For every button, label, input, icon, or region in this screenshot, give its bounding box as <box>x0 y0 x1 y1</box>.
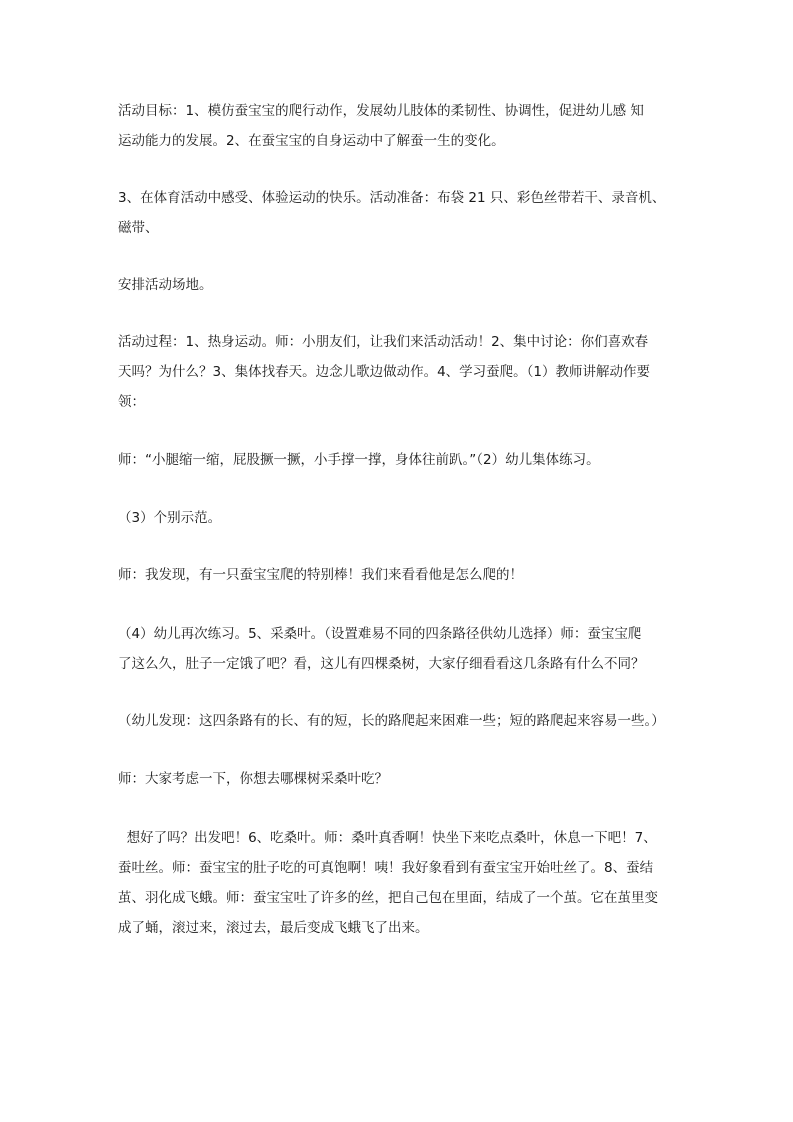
text-line: 了这么久，肚子一定饿了吧？看，这儿有四棵桑树，大家仔细看看这几条路有什么不同？ <box>118 656 645 672</box>
text-line: 想好了吗？出发吧！6、吃桑叶。师：桑叶真香啊！快坐下来吃点桑叶，休息一下吧！7、 <box>118 830 657 846</box>
paragraph-practice-again <box>118 619 683 679</box>
text-line: 磁带、 <box>118 220 159 236</box>
paragraph-teacher-discovery <box>118 560 683 590</box>
text-line: 3、在体育活动中感受、体验运动的快乐。活动准备：布袋 21 只、彩色丝带若干、录音机、 <box>118 190 666 206</box>
text-line: 领： <box>118 394 145 410</box>
text-line: 成了蛹，滚过来，滚过去，最后变成飞蛾飞了出来。 <box>118 920 429 936</box>
paragraph-activity-process <box>118 327 683 417</box>
paragraph-teacher-question <box>118 764 683 794</box>
text-line: 师：我发现，有一只蚕宝宝爬的特别棒！我们来看看他是怎么爬的！ <box>118 567 523 583</box>
text-line: （3）个别示范。 <box>118 510 222 526</box>
paragraph-activity-preparation <box>118 183 683 243</box>
text-line: 运动能力的发展。2、在蚕宝宝的自身运动中了解蚕一生的变化。 <box>118 133 505 149</box>
text-line: 师：“小腿缩一缩，屁股撅一撅，小手撑一撑，身体往前趴。”（2）幼儿集体练习。 <box>118 452 600 468</box>
paragraph-individual-demo <box>118 503 683 533</box>
paragraph-activity-goals <box>118 96 683 156</box>
text-line: 天吗？为什么？3、集体找春天。边念儿歌边做动作。4、学习蚕爬。（1）教师讲解动作要 <box>118 364 651 380</box>
text-line: 蚕吐丝。师：蚕宝宝的肚子吃的可真饱啊！咦！我好象看到有蚕宝宝开始吐丝了。8、蚕结 <box>118 860 654 876</box>
text-line: 茧、羽化成飞蛾。师：蚕宝宝吐了许多的丝，把自己包在里面，结成了一个茧。它在茧里变 <box>118 890 658 906</box>
text-line: 活动目标：1、模仿蚕宝宝的爬行动作，发展幼儿肢体的柔韧性、协调性，促进幼儿感 知 <box>118 103 644 119</box>
paragraph-teacher-instruction <box>118 445 683 475</box>
paragraph-closing <box>118 823 683 943</box>
paragraph-venue <box>118 270 683 300</box>
text-line: （4）幼儿再次练习。5、采桑叶。（设置难易不同的四条路径供幼儿选择）师：蚕宝宝爬 <box>118 626 642 642</box>
text-line: 活动过程：1、热身运动。师：小朋友们，让我们来活动活动！2、集中讨论：你们喜欢春 <box>118 334 649 350</box>
text-line: 师：大家考虑一下，你想去哪棵树采桑叶吃？ <box>118 771 388 787</box>
text-line: 安排活动场地。 <box>118 277 213 293</box>
text-line: （幼儿发现：这四条路有的长、有的短，长的路爬起来困难一些；短的路爬起来容易一些。） <box>118 713 665 729</box>
paragraph-children-discovery <box>118 706 683 736</box>
